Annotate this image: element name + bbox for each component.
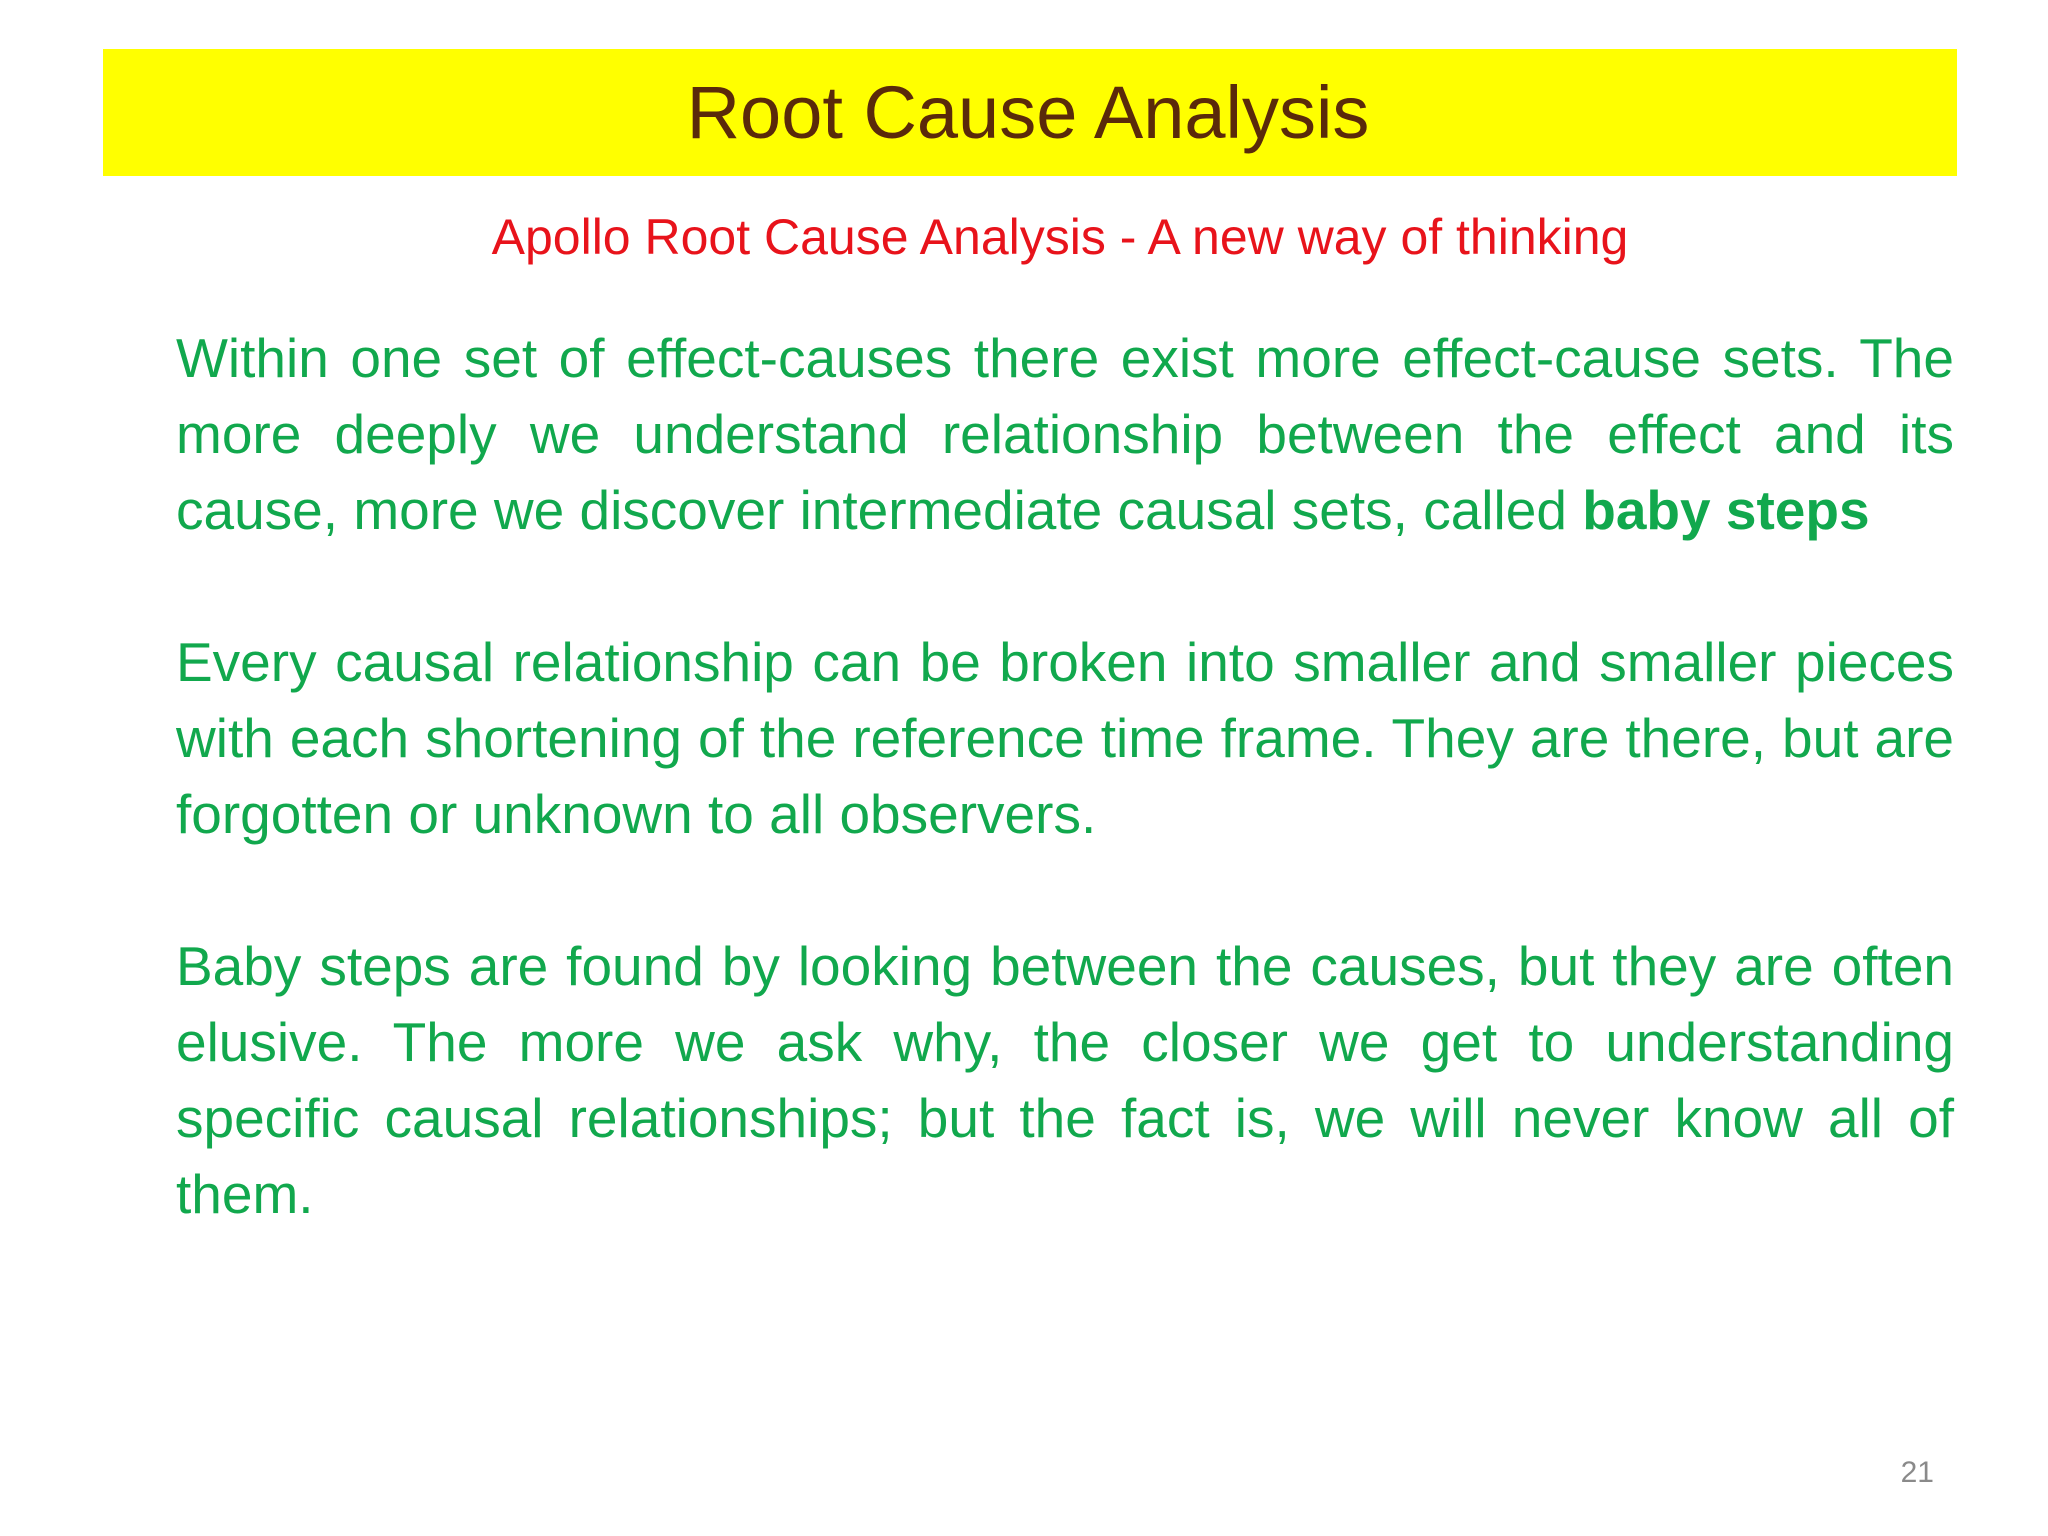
- paragraph-2: Every causal relationship can be broken into smaller and smaller pieces with each shortening of the reference time frame. They are there, but are forgotten or unknown to all observers.: [176, 631, 1954, 845]
- paragraph-1: [176, 320, 1954, 548]
- paragraph-1-bold-term: baby steps: [1582, 479, 1870, 541]
- slide-subtitle: Apollo Root Cause Analysis - A new way of thinking: [491, 209, 1629, 265]
- paragraph-3: Baby steps are found by looking between the causes, but they are often elusive. The more we ask why, the closer we get to understanding specific causal relationships; but the fact is, we will never know all of them.: [176, 935, 1954, 1225]
- title-banner: [103, 49, 1957, 176]
- page-number: 21: [1900, 1456, 1934, 1489]
- paragraph-1-text: Within one set of effect-causes there exist more effect-cause sets. The more deeply we understand relationship between the effect and its cause, more we discover intermediate causal sets, called: [176, 327, 1954, 541]
- slide-body: [176, 320, 1954, 1232]
- slide-title: Root Cause Analysis: [686, 71, 1370, 154]
